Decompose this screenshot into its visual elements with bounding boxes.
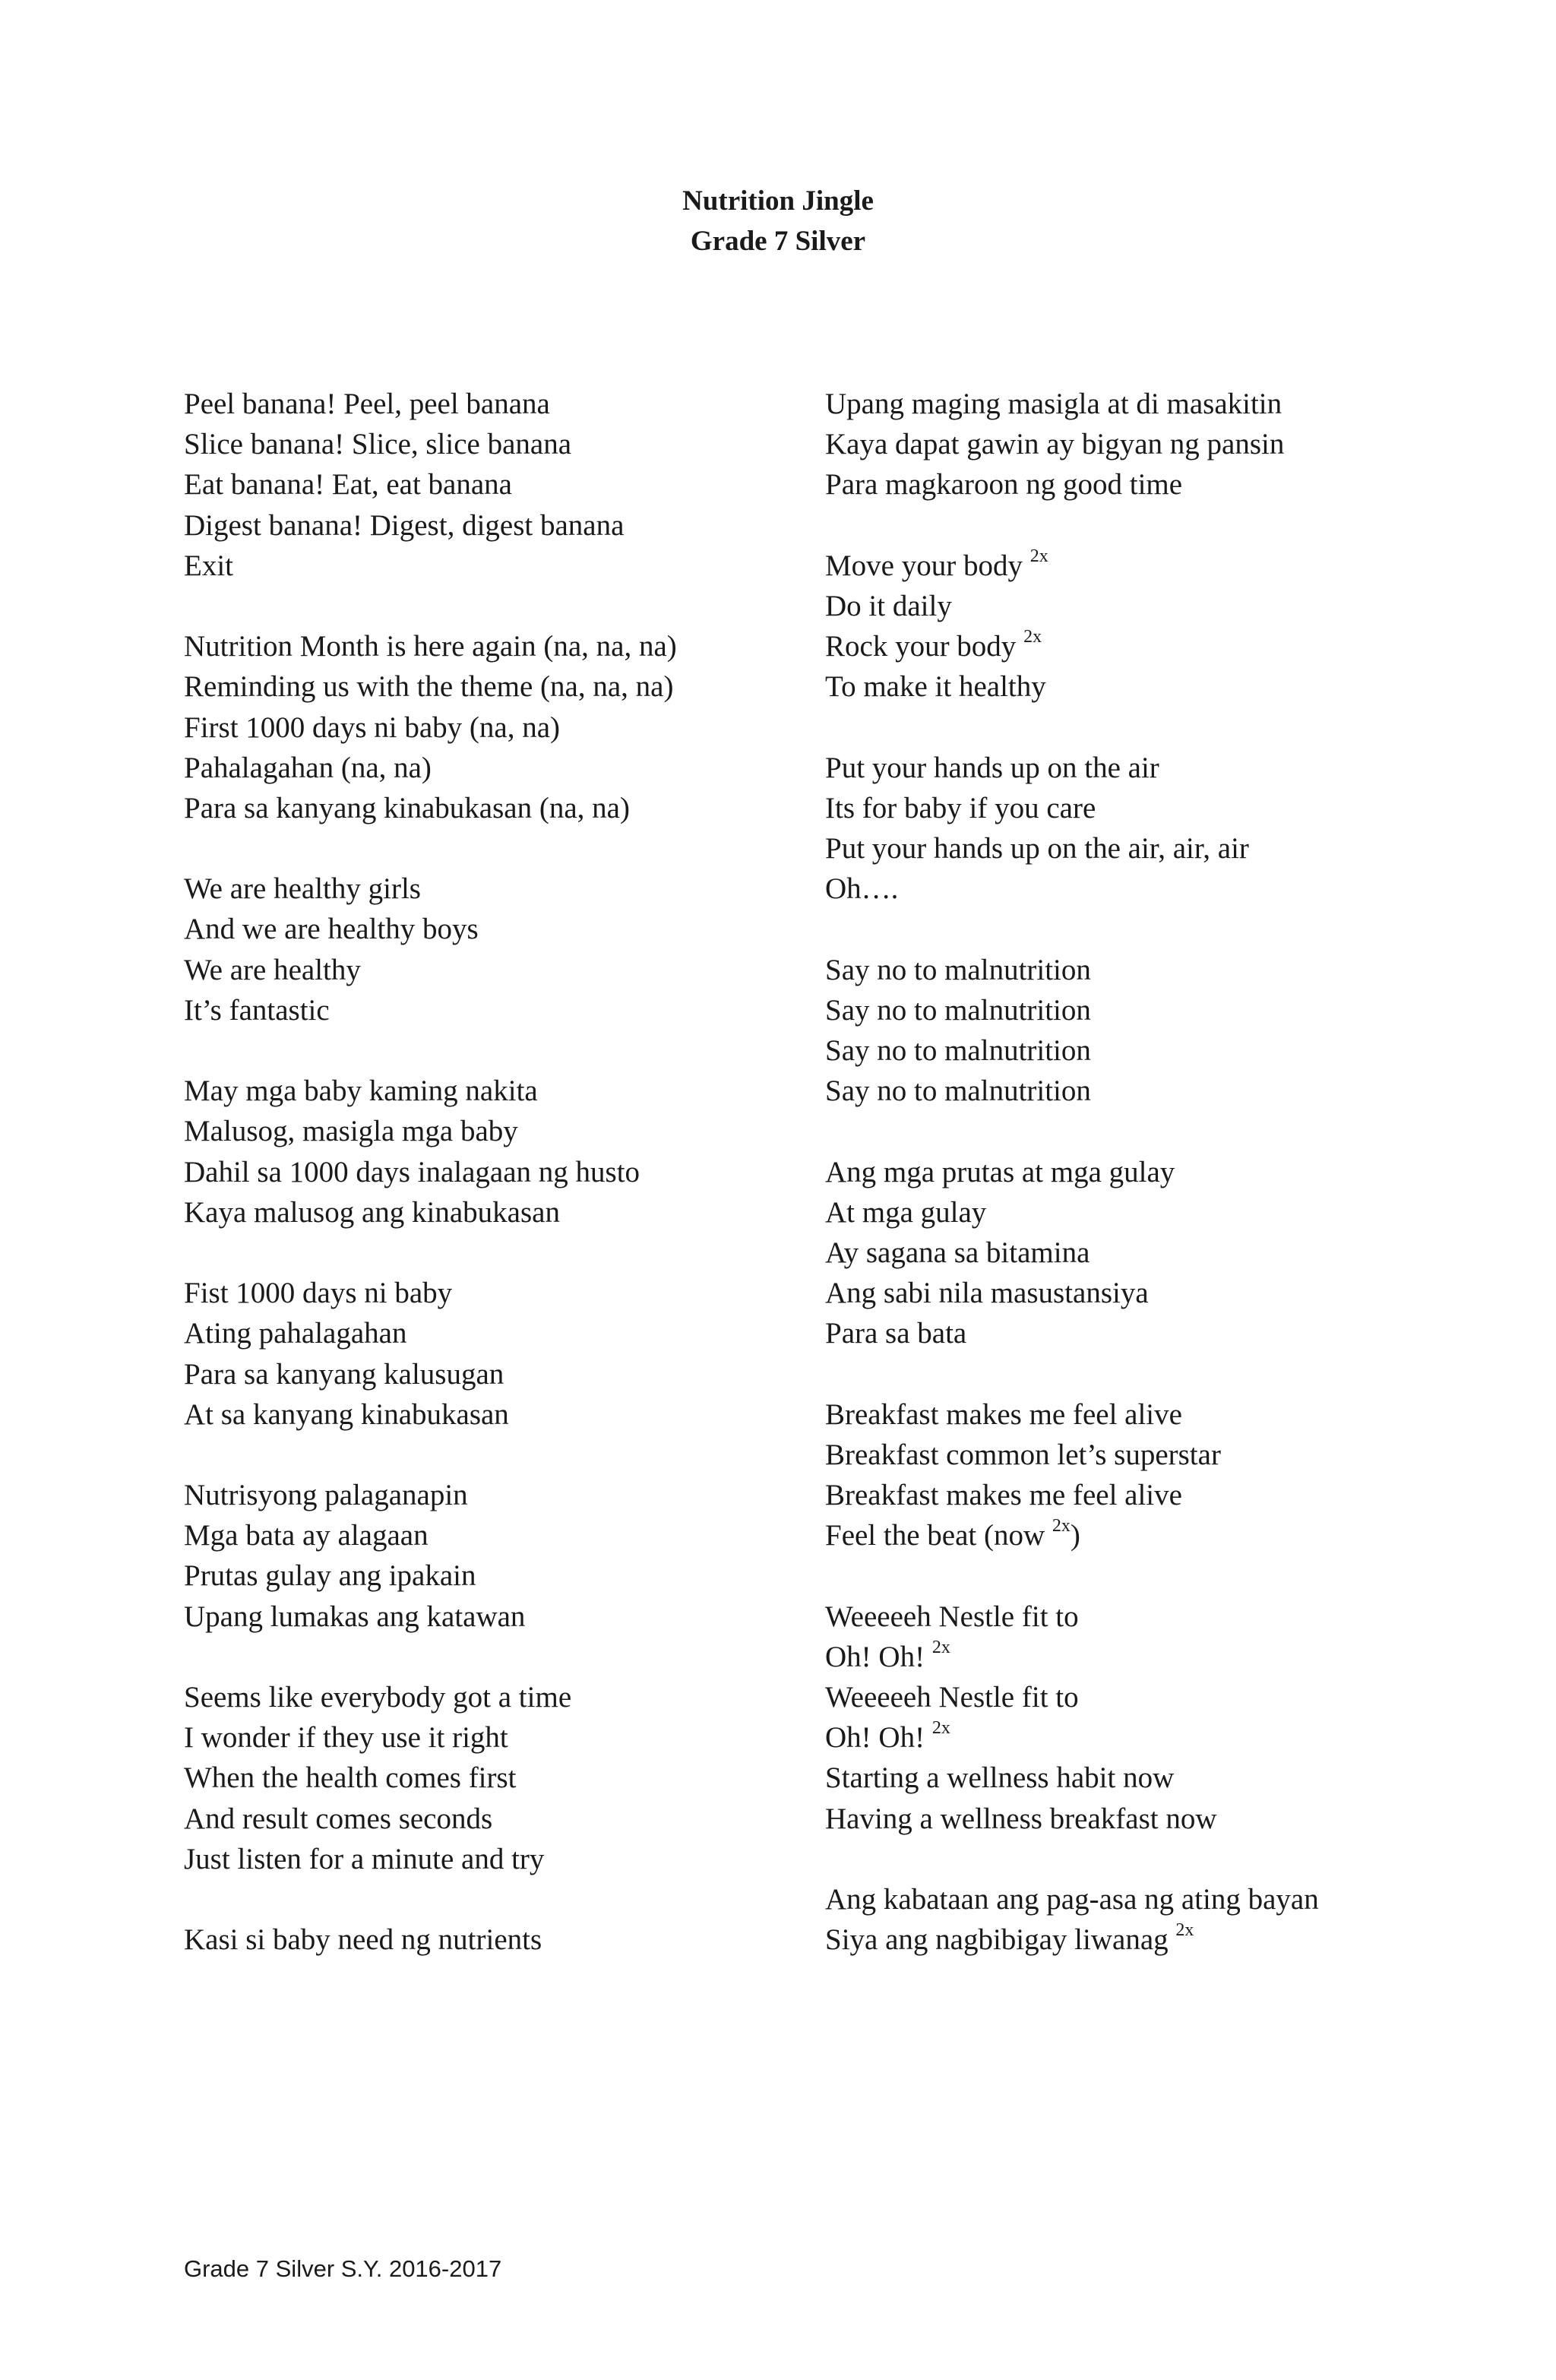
- lyric-line: [825, 1799, 1509, 1839]
- lyric-line: [184, 869, 792, 909]
- lyric-line: [184, 1152, 792, 1192]
- lyric-line: [184, 666, 792, 707]
- repeat-marker: 2x: [1029, 546, 1048, 566]
- lyric-line: [184, 384, 792, 424]
- stanza: [184, 1677, 792, 1879]
- lyric-line: [184, 505, 792, 546]
- lyric-text: At mga gulay: [825, 1195, 987, 1229]
- stanza: [825, 1879, 1509, 1960]
- stanza: [825, 1152, 1509, 1354]
- lyric-line: [825, 1677, 1509, 1717]
- lyric-line: [825, 1515, 1509, 1556]
- lyric-text: Say no to malnutrition: [825, 953, 1091, 986]
- lyric-text: Ay sagana sa bitamina: [825, 1236, 1090, 1269]
- lyric-line: [184, 1273, 792, 1313]
- lyric-text: Mga bata ay alagaan: [184, 1519, 429, 1552]
- lyric-line: [184, 1677, 792, 1717]
- lyric-text: Oh….: [825, 872, 899, 906]
- lyric-line: [825, 869, 1509, 909]
- page-footer: Grade 7 Silver S.Y. 2016-2017: [184, 2255, 502, 2282]
- stanza: [825, 748, 1509, 910]
- lyric-line: [184, 990, 792, 1030]
- lyric-line: [184, 1556, 792, 1596]
- lyric-text: Oh! Oh!: [825, 1640, 932, 1673]
- lyric-line: [825, 546, 1509, 586]
- lyric-text: First 1000 days ni baby (na, na): [184, 711, 561, 744]
- lyric-line: [825, 1717, 1509, 1758]
- lyric-text: Ang kabataan ang pag-asa ng ating bayan: [825, 1882, 1319, 1916]
- lyric-text: Ang sabi nila masustansiya: [825, 1277, 1149, 1310]
- lyric-text: Reminding us with the theme (na, na, na): [184, 670, 674, 704]
- lyric-text: We are healthy girls: [184, 872, 421, 906]
- lyric-line: [825, 1071, 1509, 1111]
- lyric-text: Just listen for a minute and try: [184, 1842, 545, 1875]
- lyric-line: [825, 788, 1509, 828]
- lyric-line: [825, 1233, 1509, 1273]
- lyric-line: [184, 1597, 792, 1637]
- lyric-line: [825, 1758, 1509, 1798]
- lyric-line: [825, 1030, 1509, 1071]
- lyric-text: Do it daily: [825, 589, 952, 622]
- lyric-line: [184, 1758, 792, 1798]
- stanza: [184, 1071, 792, 1233]
- lyric-line: [184, 1475, 792, 1515]
- lyric-line: [184, 1839, 792, 1879]
- lyric-line: [825, 464, 1509, 505]
- lyric-text: Nutrisyong palaganapin: [184, 1479, 468, 1512]
- repeat-marker: 2x: [931, 1718, 950, 1739]
- lyric-text: Fist 1000 days ni baby: [184, 1277, 453, 1310]
- lyric-text: Breakfast makes me feel alive: [825, 1397, 1182, 1431]
- lyric-text: Peel banana! Peel, peel banana: [184, 388, 550, 420]
- lyric-text: Ating pahalagahan: [184, 1317, 407, 1350]
- lyric-text: Put your hands up on the air: [825, 751, 1159, 784]
- lyric-text: Feel the beat (now: [825, 1519, 1052, 1552]
- lyric-line: [184, 1313, 792, 1353]
- lyric-text: Nutrition Month is here again (na, na, na): [184, 630, 677, 663]
- lyric-line: [825, 1920, 1509, 1960]
- lyric-line: [825, 1637, 1509, 1677]
- lyric-text: Kasi si baby need ng nutrients: [184, 1923, 542, 1957]
- lyric-text: Weeeeeh Nestle fit to: [825, 1600, 1079, 1633]
- lyric-line: [184, 1071, 792, 1111]
- lyric-line: [184, 1111, 792, 1151]
- lyric-line: [825, 828, 1509, 869]
- lyric-line: [184, 1717, 792, 1758]
- lyric-text: Starting a wellness habit now: [825, 1761, 1175, 1795]
- lyric-line: [825, 748, 1509, 788]
- lyric-line: [825, 384, 1509, 424]
- page-subtitle: Grade 7 Silver: [690, 226, 866, 257]
- stanza: [184, 869, 792, 1030]
- lyric-text: Say no to malnutrition: [825, 1074, 1091, 1108]
- lyric-text: It’s fantastic: [184, 993, 330, 1027]
- lyric-line: [825, 666, 1509, 707]
- lyric-text: Ang mga prutas at mga gulay: [825, 1155, 1175, 1188]
- stanza: [184, 1273, 792, 1435]
- lyric-line: [825, 1394, 1509, 1435]
- lyric-line: [825, 626, 1509, 666]
- lyric-line: [184, 464, 792, 505]
- page-title: Nutrition Jingle: [682, 185, 874, 217]
- lyric-line: [184, 626, 792, 666]
- lyric-text: Siya ang nagbibigay liwanag: [825, 1923, 1176, 1957]
- lyric-line: [184, 1192, 792, 1233]
- lyric-text: Upang maging masigla at di masakitin: [825, 388, 1282, 420]
- lyric-line: [825, 1597, 1509, 1637]
- repeat-marker: 2x: [1175, 1920, 1194, 1941]
- lyric-line: [184, 1394, 792, 1435]
- lyric-line: [825, 990, 1509, 1030]
- lyric-text: Kaya malusog ang kinabukasan: [184, 1195, 560, 1229]
- lyric-text: And result comes seconds: [184, 1802, 493, 1835]
- repeat-marker: 2x: [931, 1637, 950, 1657]
- lyric-text: Breakfast common let’s superstar: [825, 1438, 1221, 1471]
- stanza: [825, 546, 1509, 707]
- lyric-text: Slice banana! Slice, slice banana: [184, 428, 572, 461]
- lyric-text: At sa kanyang kinabukasan: [184, 1397, 509, 1431]
- lyric-text: Upang lumakas ang katawan: [184, 1600, 526, 1633]
- lyric-line: [184, 1515, 792, 1556]
- lyric-line: [825, 424, 1509, 464]
- lyric-text: To make it healthy: [825, 670, 1046, 704]
- repeat-marker: 2x: [1052, 1516, 1071, 1537]
- lyric-text: When the health comes first: [184, 1761, 517, 1795]
- document-header: [0, 181, 1556, 261]
- lyric-text: Say no to malnutrition: [825, 1034, 1091, 1067]
- lyric-text: Seems like everybody got a time: [184, 1681, 572, 1714]
- lyric-text: Pahalagahan (na, na): [184, 751, 432, 784]
- lyric-text: Rock your body: [825, 630, 1024, 663]
- lyric-line: [184, 707, 792, 748]
- lyrics-right-column: [825, 384, 1509, 1960]
- lyric-line: [184, 950, 792, 990]
- lyric-line: [825, 950, 1509, 990]
- lyric-line: [825, 1192, 1509, 1233]
- lyric-text: May mga baby kaming nakita: [184, 1074, 538, 1108]
- lyric-text: Malusog, masigla mga baby: [184, 1115, 518, 1148]
- stanza: [825, 384, 1509, 505]
- stanza: [825, 1394, 1509, 1556]
- stanza: [184, 1475, 792, 1637]
- lyric-line: [184, 788, 792, 828]
- lyric-text: Para magkaroon ng good time: [825, 468, 1183, 502]
- lyric-line: [825, 1273, 1509, 1313]
- lyric-line: [184, 909, 792, 949]
- stanza: [825, 950, 1509, 1112]
- lyric-line: [825, 1152, 1509, 1192]
- lyric-text: And we are healthy boys: [184, 913, 479, 946]
- lyrics-left-column: [184, 384, 792, 1960]
- lyric-line: [184, 1920, 792, 1960]
- stanza: [184, 626, 792, 828]
- lyric-line: [184, 1799, 792, 1839]
- stanza: [825, 1597, 1509, 1839]
- lyric-text: Para sa kanyang kinabukasan (na, na): [184, 791, 630, 824]
- lyric-text: Weeeeeh Nestle fit to: [825, 1681, 1079, 1714]
- lyric-text: Dahil sa 1000 days inalagaan ng husto: [184, 1155, 640, 1188]
- lyric-line: [825, 1435, 1509, 1475]
- lyric-line: [184, 1354, 792, 1394]
- lyric-text-suffix: ): [1070, 1519, 1080, 1552]
- stanza: [184, 1920, 792, 1960]
- lyric-line: [825, 586, 1509, 626]
- lyric-text: Having a wellness breakfast now: [825, 1802, 1217, 1835]
- lyric-text: We are healthy: [184, 953, 361, 986]
- lyric-line: [825, 1313, 1509, 1353]
- lyric-text: Eat banana! Eat, eat banana: [184, 468, 512, 502]
- lyric-line: [825, 1475, 1509, 1515]
- lyric-text: Exit: [184, 549, 233, 582]
- lyric-line: [184, 424, 792, 464]
- lyric-text: Its for baby if you care: [825, 791, 1096, 824]
- stanza: [184, 384, 792, 586]
- lyric-text: Put your hands up on the air, air, air: [825, 832, 1249, 866]
- lyric-text: Say no to malnutrition: [825, 993, 1091, 1027]
- lyric-line: [184, 546, 792, 586]
- lyric-text: Para sa bata: [825, 1317, 967, 1350]
- lyric-line: [825, 1879, 1509, 1920]
- lyric-text: Prutas gulay ang ipakain: [184, 1559, 476, 1593]
- lyric-text: I wonder if they use it right: [184, 1721, 508, 1755]
- lyric-text: Kaya dapat gawin ay bigyan ng pansin: [825, 428, 1285, 461]
- lyric-line: [184, 748, 792, 788]
- lyric-text: Breakfast makes me feel alive: [825, 1479, 1182, 1512]
- lyric-text: Para sa kanyang kalusugan: [184, 1357, 504, 1391]
- lyric-text: Oh! Oh!: [825, 1721, 932, 1755]
- lyric-text: Digest banana! Digest, digest banana: [184, 508, 625, 542]
- lyric-text: Move your body: [825, 549, 1030, 582]
- repeat-marker: 2x: [1023, 627, 1042, 647]
